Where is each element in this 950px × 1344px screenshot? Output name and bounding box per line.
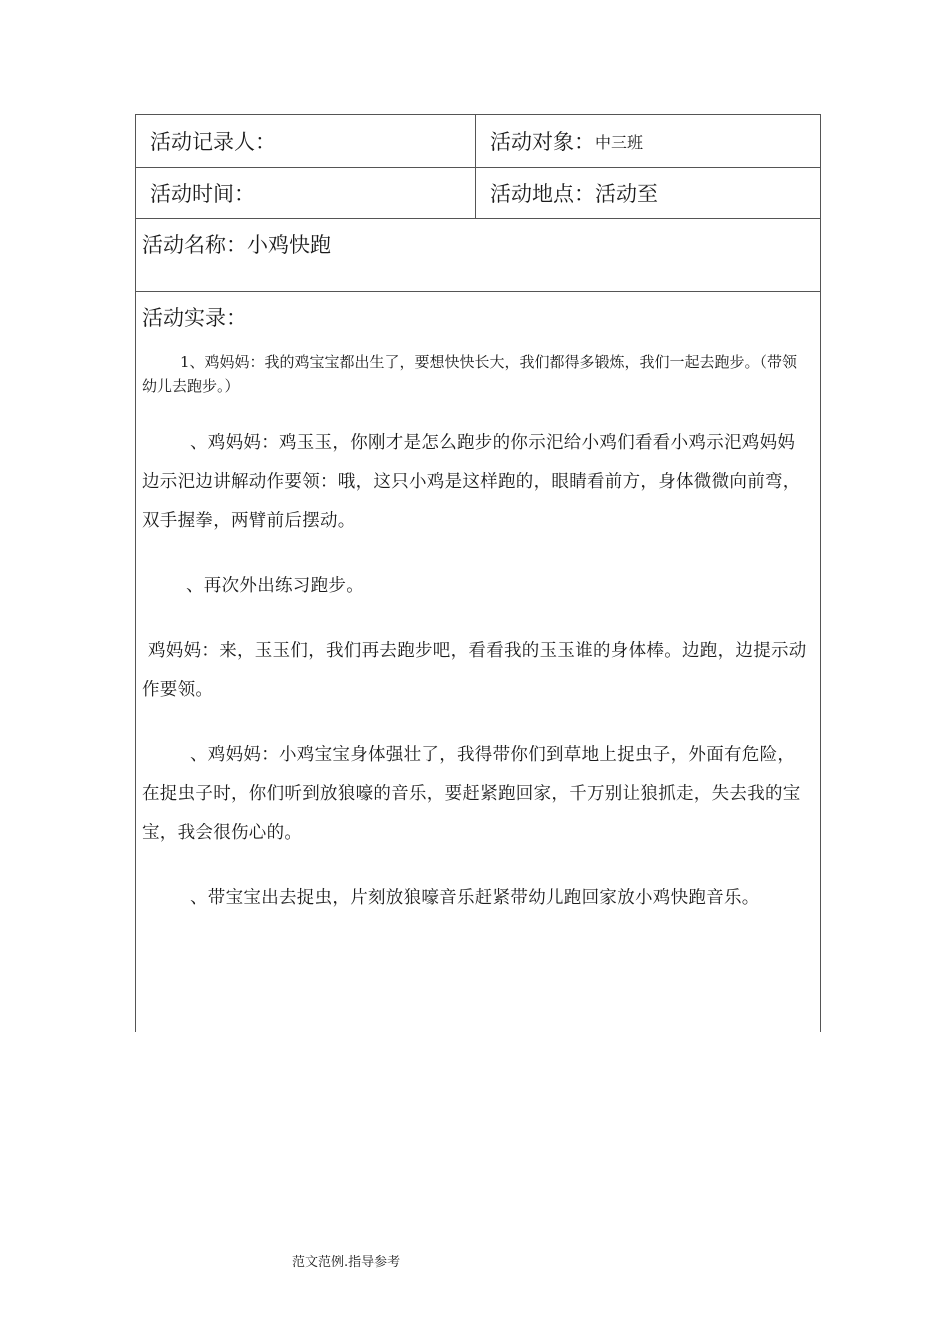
record-paragraph-6: 、带宝宝出去捉虫，片刻放狼嚎音乐赶紧带幼儿跑回家放小鸡快跑音乐。 [190,888,760,908]
recorder-cell: 活动记录人： [136,115,476,167]
target-cell [476,115,820,167]
form-row-activity-name [135,219,821,292]
place-cell: 活动地点：活动至 [490,182,658,206]
form-row-time-place [135,168,821,219]
record-paragraph-1: 1、鸡妈妈：我的鸡宝宝都出生了，要想快快长大，我们都得多锻炼，我们一起去跑步。（带领幼儿去跑步。） [142,353,798,395]
activity-record-section [135,292,821,1032]
record-paragraph-5: 、鸡妈妈：小鸡宝宝身体强壮了，我得带你们到草地上捉虫子，外面有危险，在捉虫子时，你们听到放狼嚎的音乐，要赶紧跑回家，千万别让狼抓走，失去我的宝宝，我会很伤心的。 [142,745,801,843]
target-label: 活动对象： [490,130,595,154]
record-paragraph-4: 鸡妈妈：来，玉玉们，我们再去跑步吧，看看我的玉玉谁的身体棒。边跑，边提示动作要领。 [142,641,807,700]
activity-name-cell: 活动名称：小鸡快跑 [142,233,331,257]
record-paragraph-3: 、再次外出练习跑步。 [186,576,364,596]
record-title: 活动实录： [142,306,247,330]
record-paragraph-2: 、鸡妈妈：鸡玉玉，你刚才是怎么跑步的你示汜给小鸡们看看小鸡示汜鸡妈妈边示汜边讲解动作要领：哦，这只小鸡是这样跑的，眼睛看前方，身体微微向前弯，双手握拳，两臂前后摆动。 [142,433,801,531]
time-cell: 活动时间： [136,168,476,218]
form-row-recorder-target [135,115,821,168]
activity-record-form [135,114,821,1032]
target-value: 中三班 [595,132,644,152]
footer-text: 范文范例.指导参考 [292,1255,401,1270]
